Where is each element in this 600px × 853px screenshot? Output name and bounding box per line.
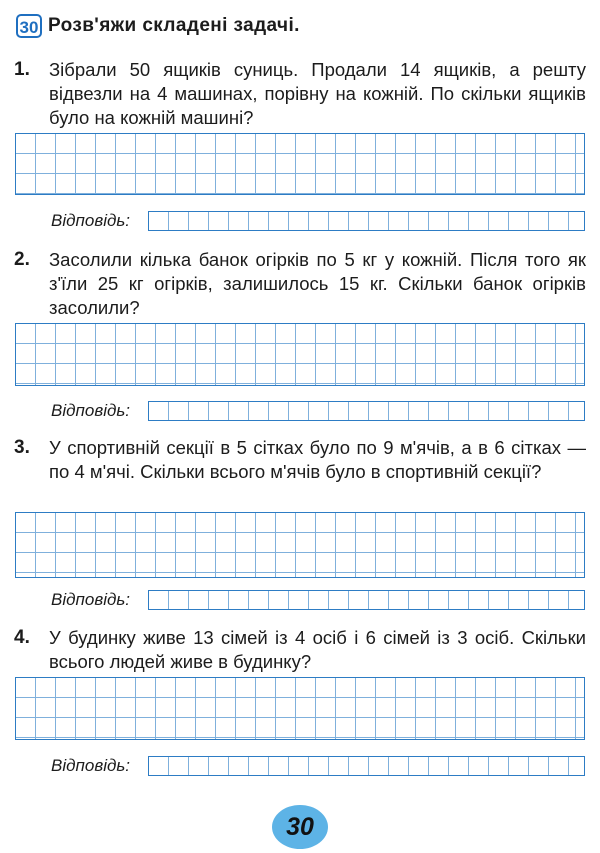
task-number: 2. bbox=[14, 249, 30, 270]
task-4-answer-field[interactable] bbox=[148, 756, 585, 776]
task-1-answer-label: Відповідь: bbox=[51, 211, 131, 230]
task-4-work-grid[interactable] bbox=[15, 677, 585, 740]
exercise-title: Розв'яжи складені задачі. bbox=[48, 15, 300, 36]
page-number: 30 bbox=[286, 812, 314, 841]
task-1 bbox=[14, 58, 586, 130]
task-3-answer-label: Відповідь: bbox=[51, 590, 131, 609]
task-text: У будинку живе 13 сімей із 4 осіб і 6 сімей із 3 осіб. Скільки всього людей живе в будинку? bbox=[49, 627, 586, 672]
task-3-work-grid[interactable] bbox=[15, 512, 585, 578]
task-3 bbox=[14, 436, 586, 484]
task-number: 3. bbox=[14, 437, 30, 458]
task-1-answer-field[interactable] bbox=[148, 211, 585, 231]
task-3-answer-field[interactable] bbox=[148, 590, 585, 610]
task-2-answer-label: Відповідь: bbox=[51, 401, 131, 420]
task-2 bbox=[14, 248, 586, 320]
task-4 bbox=[14, 626, 586, 674]
exercise-number-badge: 30 bbox=[16, 14, 42, 38]
task-text: Зібрали 50 ящиків суниць. Продали 14 ящиків, а решту відвезли на 4 машинах, порівну на кожній. По скільки ящиків було на кожній машині? bbox=[49, 59, 586, 128]
task-number: 4. bbox=[14, 627, 30, 648]
task-text: У спортивній секції в 5 сітках було по 9 м'ячів, а в 6 сітках — по 4 м'ячі. Скільки всього м'ячів було в спортивній секції? bbox=[49, 437, 586, 482]
task-number: 1. bbox=[14, 59, 30, 80]
exercise-header bbox=[16, 12, 300, 40]
task-4-answer-label: Відповідь: bbox=[51, 756, 131, 775]
task-text: Засолили кілька банок огірків по 5 кг у кожній. Після того як з'їли 25 кг огірків, залишилось 15 кг. Скільки банок огірків засолили? bbox=[49, 249, 586, 318]
page-number-badge bbox=[272, 805, 328, 849]
task-1-work-grid[interactable] bbox=[15, 133, 585, 195]
task-2-answer-field[interactable] bbox=[148, 401, 585, 421]
task-2-work-grid[interactable] bbox=[15, 323, 585, 386]
